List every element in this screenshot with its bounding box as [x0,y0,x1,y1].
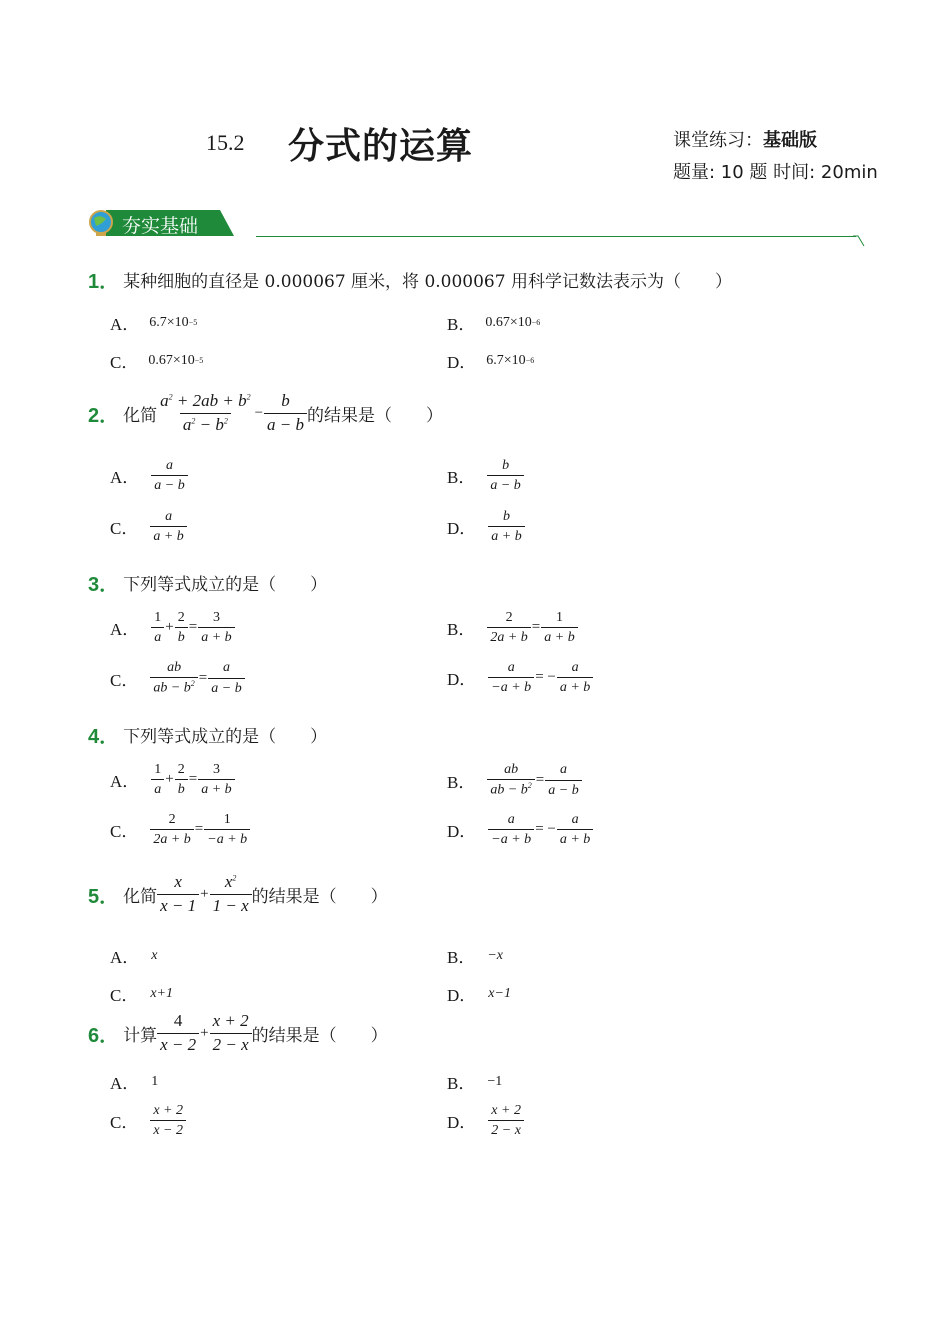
level-label: 基础版 [763,130,817,151]
q4-option-a: A． $\frac{1}{a}$ + $\frac{2}{b}$ = $\frac{3}{a + b}$ [110,762,235,798]
q6-option-d: D． $\frac{x + 2}{2 - x}$ [447,1103,524,1139]
divider-end-mark [852,234,866,248]
practice-level: 课堂练习：基础版 [673,130,817,151]
q3-option-a: A． $\frac{1}{a}$ + $\frac{2}{b}$ = $\frac{3}{a + b}$ [110,610,235,646]
q4-option-c: C． $\frac{2}{2a + b}$ = $\frac{1}{-a + b}$ [110,812,250,848]
q5-option-b: B． −x [447,947,504,967]
q6-option-b: B． −1 [447,1073,503,1093]
q2-option-d: D． $\frac{b}{a + b}$ [447,509,525,545]
q5-option-d: D． x−1 [447,985,511,1005]
q1-option-a: A． 6.7×10 −5 [110,314,198,334]
q1-option-c: C． 0.67×10 −5 [110,352,204,372]
q2-option-c: C． $\frac{a}{a + b}$ [110,509,187,545]
q2-option-a: A． $\frac{a}{a - b}$ [110,458,188,494]
section-divider [256,236,856,237]
q4-option-b: B． $\frac{ab}{ab - b^2}$ = $\frac{a}{a - b}$ [447,762,582,798]
q6-option-a: A． 1 [110,1073,159,1093]
q4-option-d: D． $\frac{a}{-a + b}$ = − $\frac{a}{a + b}$ [447,812,593,848]
question-6: 6． 计算 $\frac{4}{x - 2}$ + $\frac{x + 2}{2 - x}$ 的结果是（ ） [88,1011,388,1054]
question-4: 4． 下列等式成立的是（ ） [88,726,328,748]
q5-option-c: C． x+1 [110,985,174,1005]
q3-option-b: B． $\frac{2}{2a + b}$ = $\frac{1}{a + b}$ [447,610,578,646]
q2-option-b: B． $\frac{b}{a - b}$ [447,458,524,494]
q3-option-c: C． $\frac{ab}{ab - b^2}$ = $\frac{a}{a - b}$ [110,660,245,696]
page-title: 分式的运算 [288,126,474,167]
q5-option-a: A． x [110,947,158,967]
question-1: 1． 某种细胞的直径是 0.000067 厘米，将 0.000067 用科学记数法表示为（ ） [88,271,732,293]
banner-label: 夯实基础 [122,215,199,237]
section-number: 15.2 [206,130,245,155]
q2-fraction-2: $\frac{b}{a - b}$ [264,392,307,434]
q3-option-d: D． $\frac{a}{-a + b}$ = − $\frac{a}{a + b}$ [447,660,593,696]
count-and-time: 题量: 10 题 时间: 20min [673,162,878,183]
q1-option-b: B． 0.67×10 −6 [447,314,541,334]
question-5: 5． 化简 $\frac{x}{x - 1}$ + $\frac{x^2}{1 - x}$ 的结果是（ ） [88,872,388,915]
q1-option-d: D． 6.7×10 −6 [447,352,535,372]
question-2: 2． 化简 $\frac{a^2 + 2ab + b^2}{a^2 - b^2}$ − $\frac{b}{a - b}$ 的结果是（ ） [88,391,444,434]
q6-option-c: C． $\frac{x + 2}{x - 2}$ [110,1103,186,1139]
question-3: 3． 下列等式成立的是（ ） [88,574,328,596]
q2-fraction-1: $\frac{a^2 + 2ab + b^2}{a^2 - b^2}$ [160,391,251,434]
